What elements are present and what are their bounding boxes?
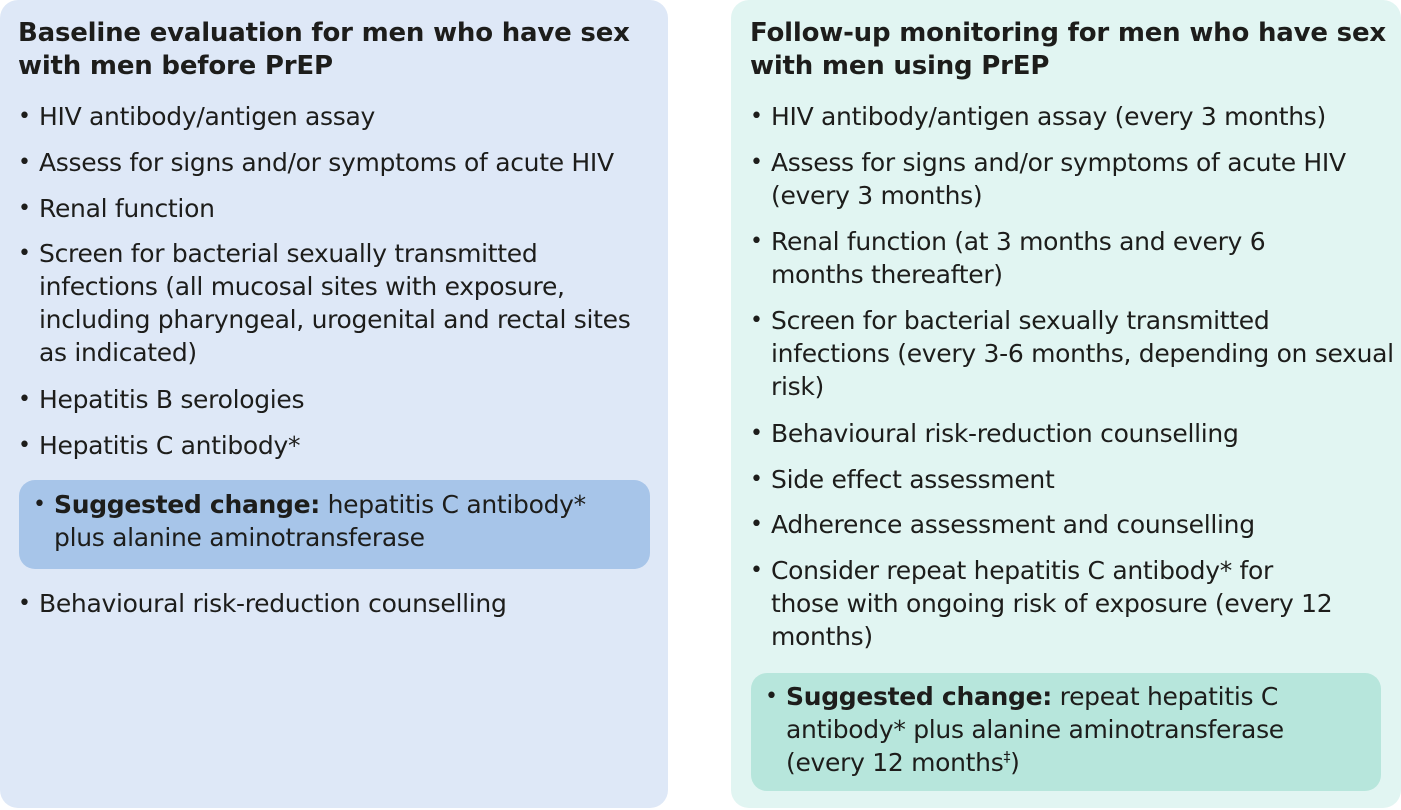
list-item <box>18 587 663 620</box>
baseline-panel-title: Baseline evaluation for men who have sex with men before PrEP <box>18 18 630 81</box>
bullet: • <box>33 492 46 517</box>
item-text: Behavioural risk-reduction counselling <box>39 589 507 618</box>
list-item <box>750 417 1395 450</box>
list-item <box>18 100 663 133</box>
suggested-change-text: hepatitis C antibody* plus alanine aminotransferase <box>54 490 586 552</box>
list-item <box>18 383 663 416</box>
suggested-change-item <box>33 488 643 554</box>
list-item <box>750 554 1340 653</box>
baseline-evaluation-panel <box>0 0 668 808</box>
list-item <box>18 146 663 179</box>
list-item <box>18 192 663 225</box>
bullet: • <box>750 558 763 583</box>
item-text: Screen for bacterial sexually transmitted infections (all mucosal sites with exposure, including pharyngeal, urogenital and rectal sites as indicated) <box>39 239 631 367</box>
item-text: Assess for signs and/or symptoms of acute HIV (every 3 months) <box>771 148 1346 210</box>
list-item <box>18 237 643 369</box>
item-text: Screen for bacterial sexually transmitted infections (every 3-6 months, depending on sexual risk) <box>771 306 1394 401</box>
list-item <box>18 429 663 462</box>
item-text: Side effect assessment <box>771 465 1055 494</box>
item-text: HIV antibody/antigen assay <box>39 102 376 131</box>
closing-parenthesis: ) <box>1010 748 1020 777</box>
bullet: • <box>750 512 763 537</box>
bullet: • <box>750 308 763 333</box>
suggested-change-item <box>765 680 1335 779</box>
item-text: Renal function <box>39 194 215 223</box>
suggested-change-box <box>19 480 650 569</box>
bullet: • <box>18 433 31 458</box>
list-item <box>750 225 1310 291</box>
suggested-change-text: repeat hepatitis C antibody* plus alanine aminotransferase (every 12 months <box>786 682 1284 777</box>
follow-up-panel-title: Follow-up monitoring for men who have sex with men using PrEP <box>750 18 1386 81</box>
bullet: • <box>18 591 31 616</box>
item-text: Hepatitis C antibody* <box>39 431 301 460</box>
bullet: • <box>18 150 31 175</box>
item-text: Consider repeat hepatitis C antibody* for those with ongoing risk of exposure (every 12 months) <box>771 556 1333 651</box>
list-item <box>750 146 1350 212</box>
list-item <box>750 463 1395 496</box>
item-text: Behavioural risk-reduction counselling <box>771 419 1239 448</box>
list-item <box>750 100 1395 133</box>
bullet: • <box>18 241 31 266</box>
bullet: • <box>750 421 763 446</box>
item-text: HIV antibody/antigen assay (every 3 months) <box>771 102 1326 131</box>
item-text: Renal function (at 3 months and every 6 months thereafter) <box>771 227 1266 289</box>
footnote-mark: ‡ <box>1003 749 1011 766</box>
item-text: Hepatitis B serologies <box>39 385 305 414</box>
follow-up-monitoring-panel <box>731 0 1401 808</box>
bullet: • <box>750 467 763 492</box>
suggested-change-heading: Suggested change: <box>786 682 1052 711</box>
suggested-change-heading: Suggested change: <box>54 490 320 519</box>
suggested-change-box <box>751 673 1381 791</box>
item-text: Assess for signs and/or symptoms of acute HIV <box>39 148 614 177</box>
bullet: • <box>765 684 778 709</box>
list-item <box>750 508 1395 541</box>
bullet: • <box>18 104 31 129</box>
bullet: • <box>750 229 763 254</box>
item-text: Adherence assessment and counselling <box>771 510 1255 539</box>
bullet: • <box>750 104 763 129</box>
bullet: • <box>18 387 31 412</box>
bullet: • <box>18 196 31 221</box>
bullet: • <box>750 150 763 175</box>
list-item <box>750 304 1395 403</box>
